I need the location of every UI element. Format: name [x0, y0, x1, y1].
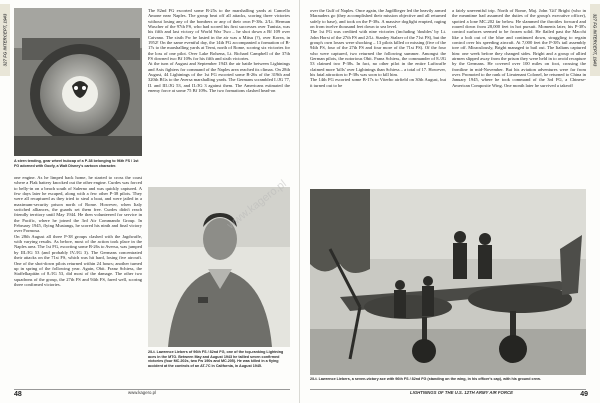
left-page-text-right-column: The 82nd FG escorted some B-25s to the marshalling yards at Cancello Amone near Naples. The group beat off all attacks, scoring three victories without losing any of the bombers or any of their own P-38s. 2/Lt. Herman Wascher of the 97th FS, who had scored his first successes over Tunisia, was his fifth and last victory of World War Two – he shot down a Bf 109 over Caivano. The sixth Fw he lasted in the air was a Mitsu (?), over Korea, in 1952! On the same eventful day, the 14th FG accompanied a formation of B-17s to the marshalling yards at Terni, north of Rome, scoring six victories for the loss of one pilot. Over Lake Bolsena, Lt. Richard Campbell of the 37th FS downed two Bf 109s for his fifth and sixth victories. At the turn of August and September 1943 the air battle between Lightnings and Axis fighters for command of the Naples area reached its climax. On 28th August, 44 Lightnings of the 1st FG escorted some B-26s of the 319th and 320th BGs to the Aversa marshalling yards. The Germans scrambled I./JG 77, II. and III./JG 53, and II./JG 3 against them. The Americans estimated the enemy force at some 75 Bf 109s. The two formations clashed head-on — [148, 8, 290, 94]
right-page-number: 49 — [580, 391, 588, 398]
photo-p38-with-crew-caption: 2/Lt. Lawrence Liebers, a seven-victory ace with 96th FS / 82nd FG (standing on the wing, in his officer's cap), with his ground crew. — [310, 377, 541, 381]
left-side-tab — [0, 4, 10, 76]
right-page-text-left-column: over the Gulf of Naples. Once again, the Jagdflieger led the heavily armed Marauders go (they accomplished their mission objective and all returned safely to base), and took on the P-38s. A massive dogfight erupted, raging on from twelve thousand feet down to sea level. The 1st FG was credited with nine victories (including 'doubles' by Lt. John Horst of the 27th FS and 2/Lt. Stanley Stalzer of the 71st FS), but the group's own losses were shocking – 13 pilots killed or missing (five of the 94th FS, four of the 27th FS and four more of the 71st FS). Of the four who were captured, two returned the following summer. Amongst the German pilots, the notorious Obit. Franz Schiess, the commander of 8./JG 53 claimed two P-38s. In fact, no other pilot in the entire Luftwaffe claimed more 'kills' over Lightnings than Schiess – a total of 17. However, his fatal attraction to P-38s was soon to kill him. The 14th FG escorted some B-17s to Viterbo airfield on 30th August, but it turned out to be — [310, 8, 446, 88]
watermark: www.kagero.pl — [225, 177, 289, 232]
right-page — [300, 0, 600, 403]
photo-pilot-portrait-caption: 2/Lt. Lawrence Liebers of 96th FS / 82nd FG, one of the top-ranking Lightning aces in the MTO. Between May and August 1943 he tallied seven confirmed victories (four MC.202s, two Fw 190s and MC.205). He was killed in a flying accident at the controls of an AT-7C in California, in August 1945. — [148, 350, 284, 368]
left-footer-site: www.kagero.pl — [128, 390, 156, 395]
left-page-text-left-column: one engine. As he limped back home, he started to cross the coast where a Flak battery knocked out the other engine. Curdes was forced to belly-in on a beach south of Salerno and was quickly captured. A few days later he escaped, along with a few other P-38 pilots. They were all recaptured as they tried to steal a boat, and were jailed in a maximum-security prison north of Rome. However, when Italy switched alliances, the guards set them free. Curdes didn't reach friendly territory until May 1944. He then volunteered for service in the Pacific, where he joined the 3rd Air Commando Group. In February 1945, flying Mustangs, he scored his ninth and final victory over Formosa. On 28th August all three P-38 groups clashed with the Jagdwaffe, with varying results. As before, most of the action took place in the Naples area. The 1st FG, escorting some B-26s to Aversa, was jumped by III./JG 53 (and probably IV./JG 3). The Germans concentrated their attacks on the 71st FS, which was hit hard, losing five aircraft. One of the shot-down pilots returned within 24 hours; another turned up in spring of the following year. Again, Obit. Franz Schiess, the Staffelkapitän of 8./JG 53, did most of the damage. The other two squadrons of the group, the 27th FS and 94th FS, fared well, scoring three confirmed victories. — [14, 175, 142, 287]
right-side-tab — [590, 4, 600, 76]
right-side-tab-label: 327 FG INTERCEPT, 1943 — [592, 13, 598, 67]
photo-pilot-portrait-image — [148, 187, 290, 347]
left-page-number: 48 — [14, 391, 22, 398]
photo-p38-with-crew-image — [310, 189, 586, 375]
photo-wheel-hubcap-caption: A stern tending, gear wheel hubcap of a P-38 belonging to 96th FS / 1st FG adorned with Goofy, a Walt Disney's cartoon character. — [14, 159, 139, 168]
left-side-tab-label: 327 FG INTERCEPT, 1943 — [2, 13, 8, 67]
photo-wheel-hubcap — [14, 8, 142, 156]
right-page-text-right-column: a fairly uneventful trip. North of Rome, Maj. John 'Gil' Bright (who in the meantime had assumed the duties of the group's executive officer), spotted a lone MC.202 far below. He slammed the throttles forward and roared down from 28,000 feet in hot pursuit. Moments later, his P-38's control surfaces seemed to be frozen solid. He flailed past the Macchi like a bolt out of the blue and continued down, struggling to regain control over his speeding aircraft. At 7,000 feet the P-38's tail assembly tore off. Miraculously, Bright managed to bail out. The Italians captured him: one week before they changed sides. Bright and a group of allied airmen slipped away from the prison they were held in to avoid recapture by the Germans. He covered over 100 miles on foot, crossing the frontline in mid-November. But his aviation adventures were far from over. Promoted to the rank of Lieutenant Colonel, he returned to China in January 1945, where he took command of the 3rd FG, a Chinese-American Composite Wing. One month later he survived a takeoff — [452, 8, 586, 88]
photo-wheel-hubcap-image — [14, 8, 142, 156]
photo-p38-with-crew — [310, 189, 586, 375]
photo-pilot-portrait — [148, 187, 290, 347]
right-footer-title: LIGHTNINGS OF THE U.S. 12TH ARMY AIR FORCE — [410, 390, 513, 395]
